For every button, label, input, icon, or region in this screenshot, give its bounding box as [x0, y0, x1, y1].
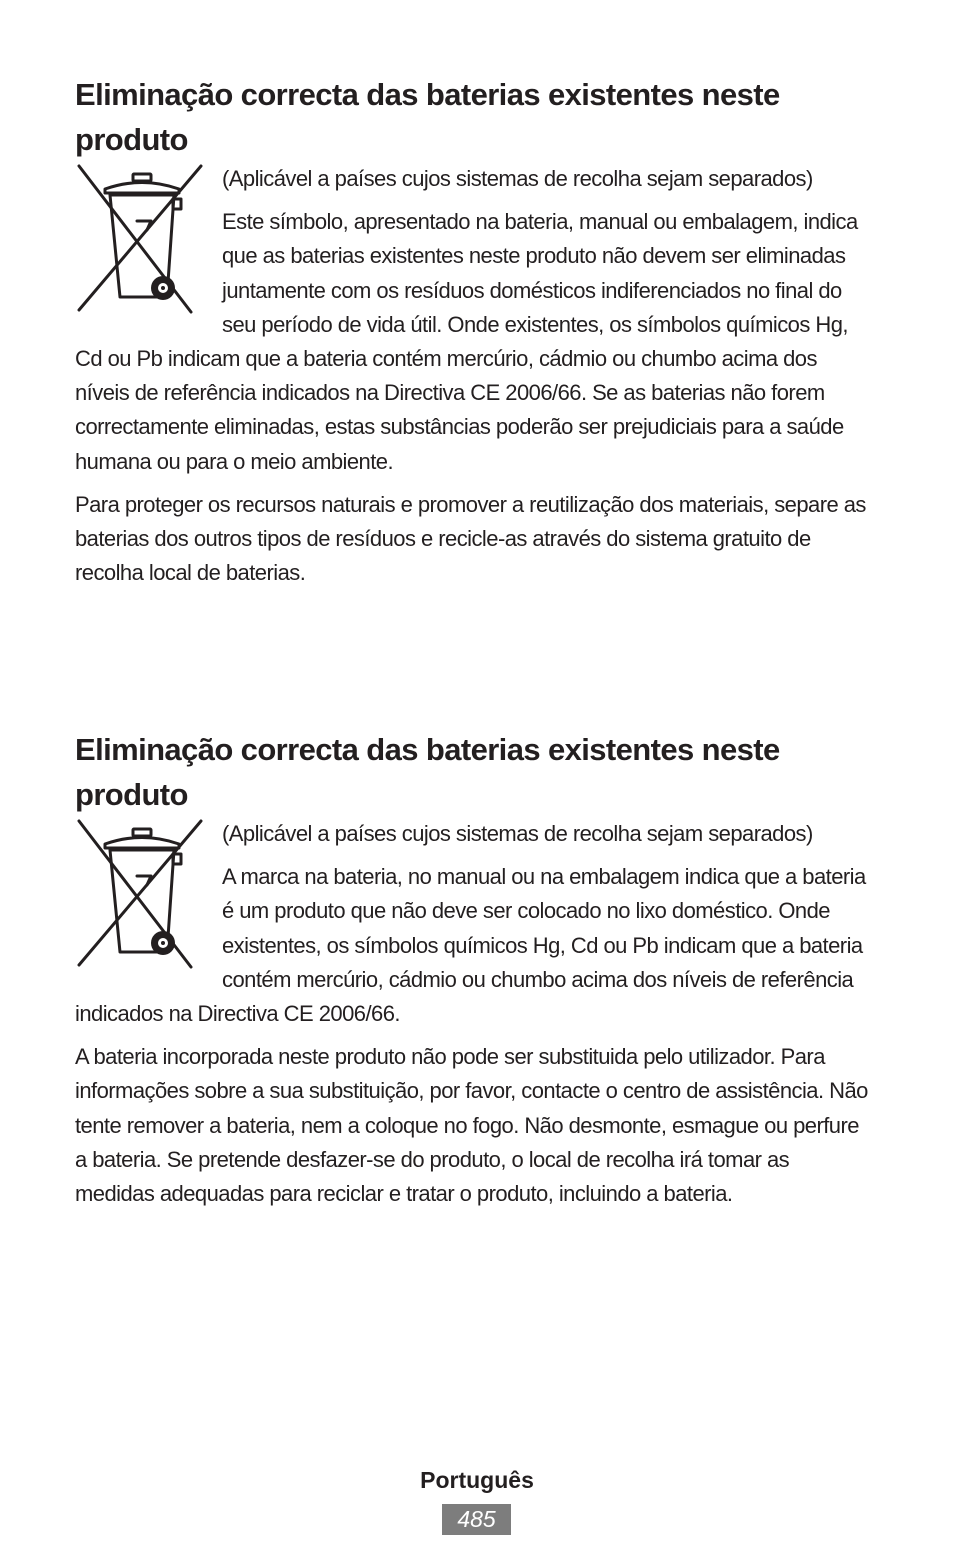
- section-body: [75, 817, 870, 1211]
- section-paragraph: Este símbolo, apresentado na bateria, manual ou embalagem, indica que as baterias existentes neste produto não devem ser eliminadas juntamente com os resíduos domésticos indiferenciados no final do seu período de vida útil. Onde existentes, os símbolos químicos Hg, Cd ou Pb indicam que a bateria contém mercúrio, cádmio ou chumbo acima dos níveis de referência indicados na Directiva CE 2006/66. Se as baterias não forem correctamente eliminadas, estas substâncias poderão ser prejudiciais para a saúde humana ou para o meio ambiente.: [75, 209, 858, 474]
- battery-disposal-section-2: [75, 727, 870, 1220]
- section-paragraph: (Aplicável a países cujos sistemas de recolha sejam separados): [222, 166, 813, 191]
- crossed-out-wheeled-bin-icon: [75, 164, 205, 314]
- manual-page: [75, 0, 870, 1566]
- crossed-out-wheeled-bin-icon: [75, 819, 205, 969]
- section-paragraph: (Aplicável a países cujos sistemas de recolha sejam separados): [222, 821, 813, 846]
- footer-language: Português: [420, 1467, 534, 1493]
- section-paragraph: Para proteger os recursos naturais e promover a reutilização dos materiais, separe as baterias dos outros tipos de resíduos e recicle-as através do sistema gratuito de recolha local de baterias.: [75, 491, 866, 586]
- page-number-badge: 485: [442, 1504, 511, 1535]
- section-body: [75, 162, 870, 590]
- section-paragraph: A marca na bateria, no manual ou na embalagem indica que a bateria é um produto que não deve ser colocado no lixo doméstico. Onde existentes, os símbolos químicos Hg, Cd ou Pb indicam que a bateria contém mercúrio, cádmio ou chumbo acima dos níveis de referência indicados na Directiva CE 2006/66.: [75, 864, 866, 1027]
- section-title: Eliminação correcta das baterias existentes neste produto: [75, 77, 780, 157]
- battery-disposal-section-1: [75, 72, 870, 599]
- section-paragraph: A bateria incorporada neste produto não pode ser substituida pelo utilizador. Para informações sobre a sua substituição, por favor, contacte o centro de assistência. Não tente remover a bateria, nem a coloque no fogo. Não desmonte, esmague ou perfure a bateria. Se pretende desfazer-se do produto, o local de recolha irá tomar as medidas adequadas para reciclar e tratar o produto, incluindo a bateria.: [75, 1044, 868, 1207]
- section-title: Eliminação correcta das baterias existentes neste produto: [75, 732, 780, 812]
